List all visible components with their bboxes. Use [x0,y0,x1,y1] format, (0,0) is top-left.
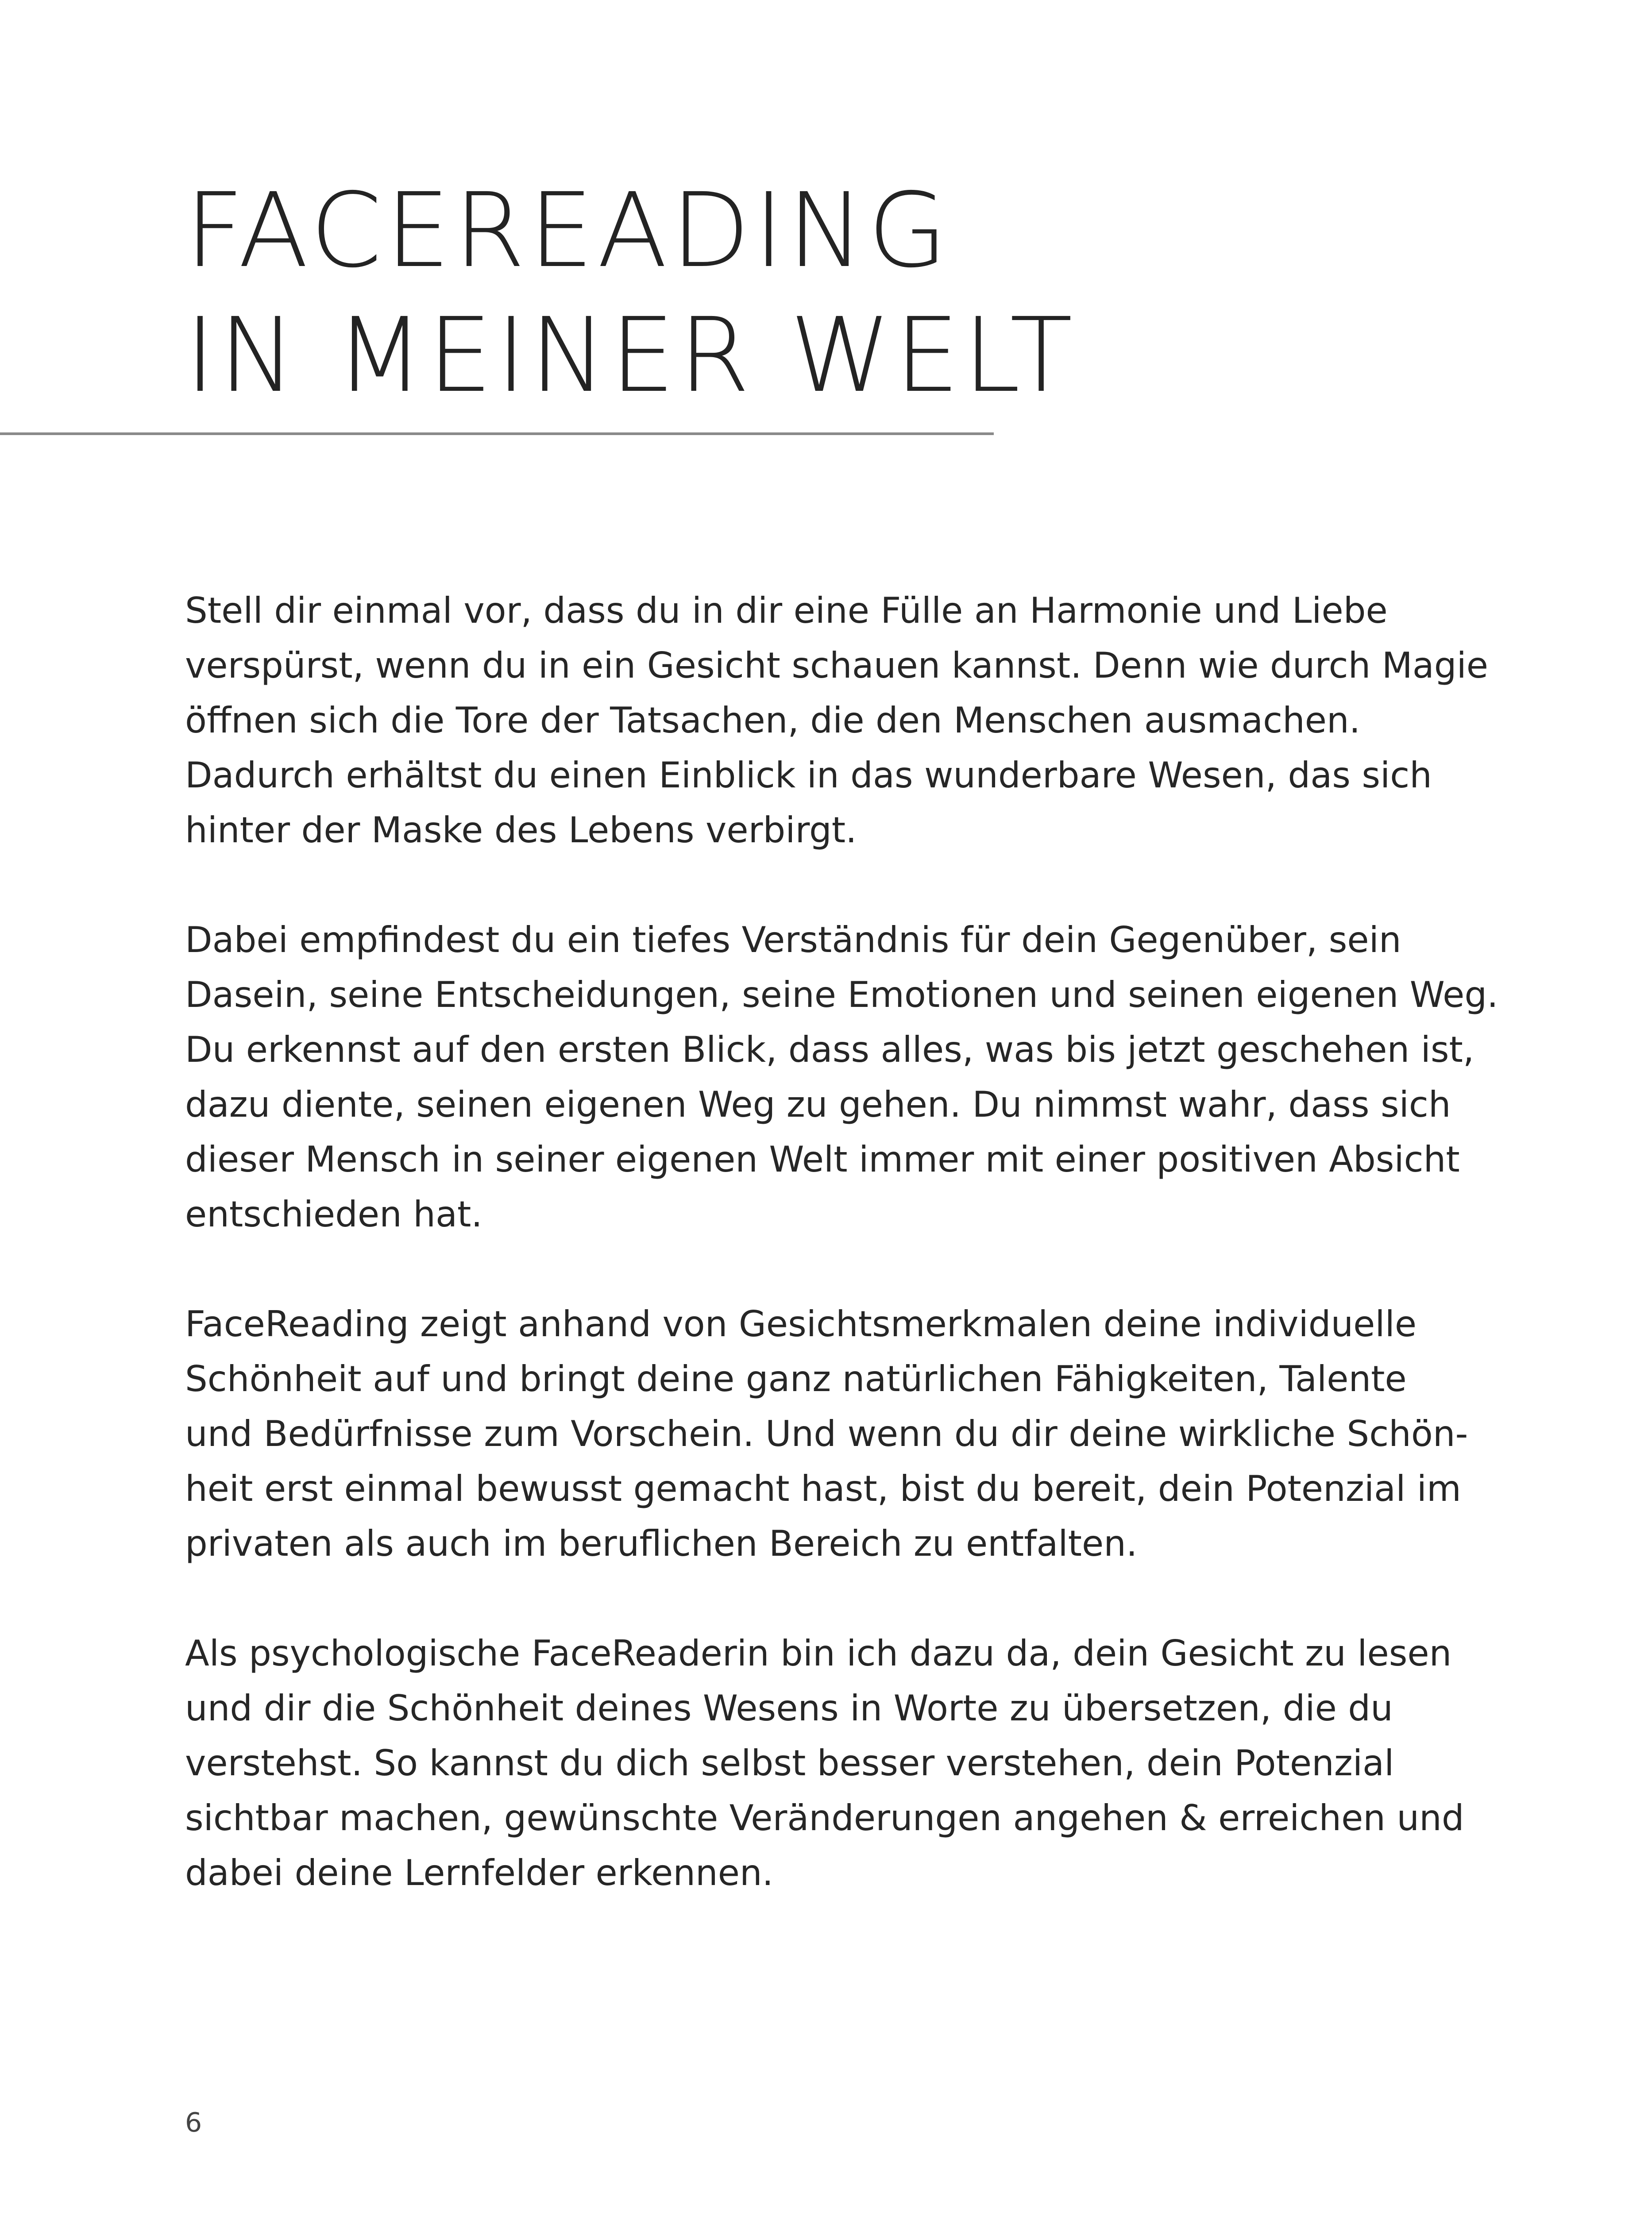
text-line: sichtbar machen, gewünschte Veränderungen angehen & erreichen und [185,1797,1464,1839]
page-title-line-1: FACEREADING [185,171,951,290]
text-line: und dir die Schönheit deines Wesens in Worte zu übersetzen, die du [185,1688,1393,1729]
text-line: Dasein, seine Entscheidungen, seine Emotionen und seinen eigenen Weg. [185,974,1498,1015]
text-line: privaten als auch im beruflichen Bereich zu entfalten. [185,1523,1138,1564]
paragraph-4 [185,1626,1469,1901]
text-line: Als psychologische FaceReaderin bin ich dazu da, dein Gesicht zu lesen [185,1633,1452,1674]
text-line: und Bedürfnisse zum Vorschein. Und wenn du dir deine wirkliche Schön- [185,1413,1468,1454]
text-line: FaceReading zeigt anhand von Gesichtsmerkmalen deine individuelle [185,1303,1417,1345]
page-title-line-2: IN MEINER WELT [185,296,1076,415]
text-line: Stell dir einmal vor, dass du in dir eine Fülle an Harmonie und Liebe [185,590,1388,631]
text-line: hinter der Maske des Lebens verbirgt. [185,810,857,851]
text-line: Dadurch erhältst du einen Einblick in das wunderbare Wesen, das sich [185,755,1432,796]
text-line: heit erst einmal bewusst gemacht hast, bist du bereit, dein Potenzial im [185,1468,1461,1509]
paragraph-1 [185,583,1489,858]
text-line: verspürst, wenn du in ein Gesicht schauen kannst. Denn wie durch Magie [185,645,1489,686]
body-text [185,583,1498,1955]
paragraph-3 [185,1297,1469,1571]
page-title [185,168,1076,418]
text-line: dabei deine Lernfelder erkennen. [185,1852,774,1893]
text-line: Du erkennst auf den ersten Blick, dass alles, was bis jetzt geschehen ist, [185,1029,1474,1070]
text-line: verstehst. So kannst du dich selbst besser verstehen, dein Potenzial [185,1743,1394,1784]
title-divider [0,432,994,435]
text-line: Schönheit auf und bringt deine ganz natürlichen Fähigkeiten, Talente [185,1358,1407,1400]
text-line: dazu diente, seinen eigenen Weg zu gehen. Du nimmst wahr, dass sich [185,1084,1451,1125]
text-line: Dabei empfindest du ein tiefes Verständnis für dein Gegenüber, sein [185,919,1401,960]
text-line: öffnen sich die Tore der Tatsachen, die den Menschen ausmachen. [185,700,1361,741]
paragraph-2 [185,913,1498,1242]
page-number: 6 [185,2107,202,2138]
text-line: entschieden hat. [185,1194,482,1235]
text-line: dieser Mensch in seiner eigenen Welt immer mit einer positiven Absicht [185,1139,1460,1180]
